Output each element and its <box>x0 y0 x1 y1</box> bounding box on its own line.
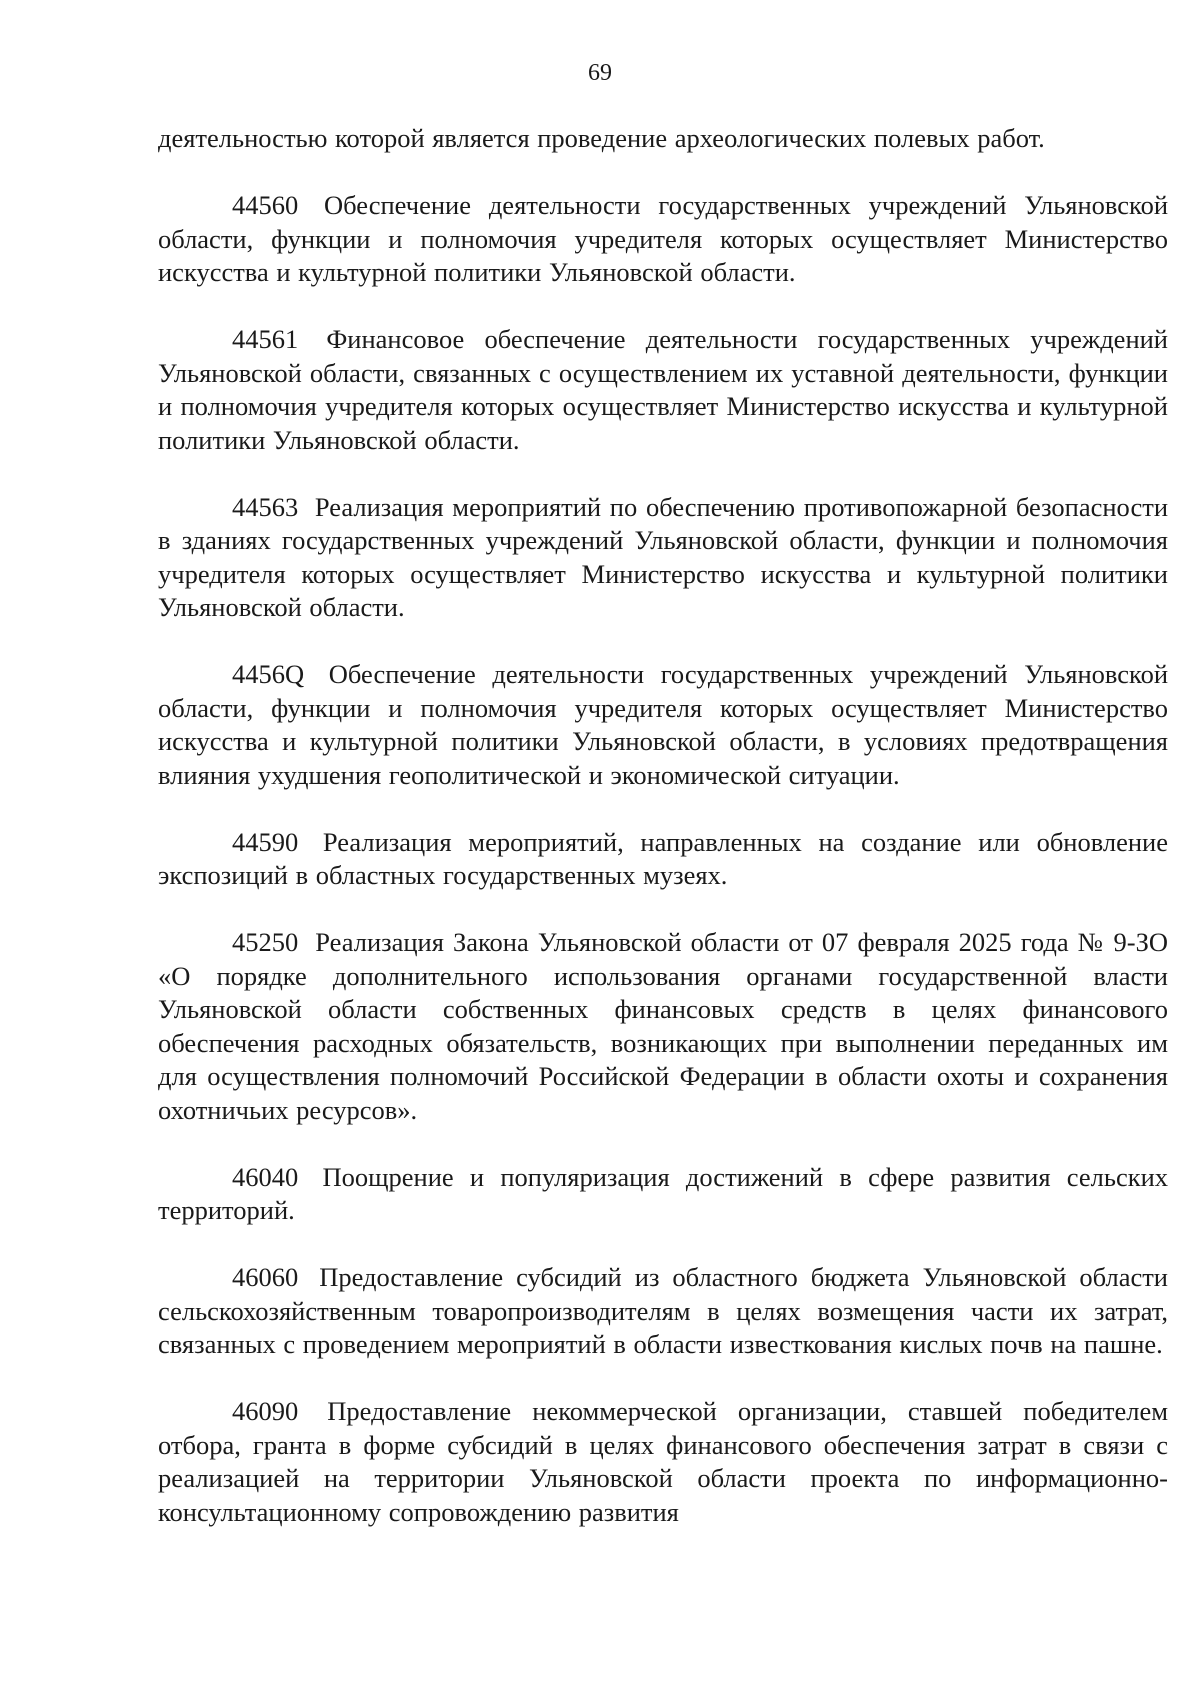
paragraph-text: Реализация мероприятий, направленных на создание или обновление экспозиций в областных государственных музеях. <box>158 826 1169 890</box>
paragraph-44561 <box>158 323 1168 457</box>
paragraph-text: Обеспечение деятельности государственных учреждений Ульяновской области, функции и полномочия учредителя которых осуществляет Министерство искусства и культурной политики Ульяновской области. <box>158 190 1168 287</box>
paragraph-text: Реализация мероприятий по обеспечению противопожарной безопасности в зданиях государственных учреждений Ульяновской области, функции и полномочия учредителя которых осуществляет Министерство искусства и культурной политики Ульяновской области. <box>158 491 1168 622</box>
paragraph-text: Предоставление некоммерческой организации, ставшей победителем отбора, гранта в форме субсидий в целях финансового обеспечения затрат в связи с реализацией на территории Ульяновской области проекта по информационно-консультационному сопровождению развития <box>158 1396 1169 1527</box>
budget-code: 44560 <box>232 190 299 220</box>
paragraph-text: Обеспечение деятельности государственных учреждений Ульяновской области, функции и полномочия учредителя которых осуществляет Министерство искусства и культурной политики Ульяновской области, в условиях предотвращения влияния ухудшения геополитической и экономической ситуации. <box>158 659 1169 790</box>
budget-code: 46060 <box>232 1262 299 1292</box>
budget-code: 46040 <box>232 1161 299 1192</box>
budget-code: 45250 <box>232 927 299 957</box>
paragraph-text: Предоставление субсидий из областного бюджета Ульяновской области сельскохозяйственным товаропроизводителям в целях возмещения части их затрат, связанных с проведением мероприятий в области известкования кислых почв на пашне. <box>158 1262 1168 1359</box>
budget-code: 44561 <box>232 324 299 354</box>
budget-code: 44590 <box>232 826 299 857</box>
budget-code: 4456Q <box>232 659 305 689</box>
budget-code: 44563 <box>232 491 299 522</box>
paragraph-text: Поощрение и популяризация достижений в сфере развития сельских территорий. <box>158 1161 1169 1225</box>
paragraph-44560 <box>158 189 1168 290</box>
document-body <box>158 122 1168 1529</box>
paragraph-45250 <box>158 926 1168 1127</box>
paragraph-44590 <box>158 826 1168 893</box>
paragraph-46060 <box>158 1261 1168 1362</box>
paragraph-text: Реализация Закона Ульяновской области от 07 февраля 2025 года № 9-ЗО «О порядке дополнительного использования органами государственной власти Ульяновской области собственных финансовых средств в целях финансового обеспечения расходных обязательств, возникающих при выполнении переданных им для осуществления полномочий Российской Федерации в области охоты и сохранения охотничьих ресурсов». <box>158 927 1168 1125</box>
page-number: 69 <box>588 60 612 86</box>
paragraph-46040 <box>158 1161 1168 1228</box>
paragraph-continuation <box>158 122 1168 156</box>
paragraph-text: деятельностью которой является проведение археологических полевых работ. <box>158 123 1045 153</box>
budget-code: 46090 <box>232 1396 299 1426</box>
paragraph-4456q <box>158 658 1168 792</box>
paragraph-46090 <box>158 1395 1168 1529</box>
paragraph-44563 <box>158 491 1168 625</box>
paragraph-text: Финансовое обеспечение деятельности государственных учреждений Ульяновской области, связанных с осуществлением их уставной деятельности, функции и полномочия учредителя которых осуществляет Министерство искусства и культурной политики Ульяновской области. <box>158 324 1168 455</box>
